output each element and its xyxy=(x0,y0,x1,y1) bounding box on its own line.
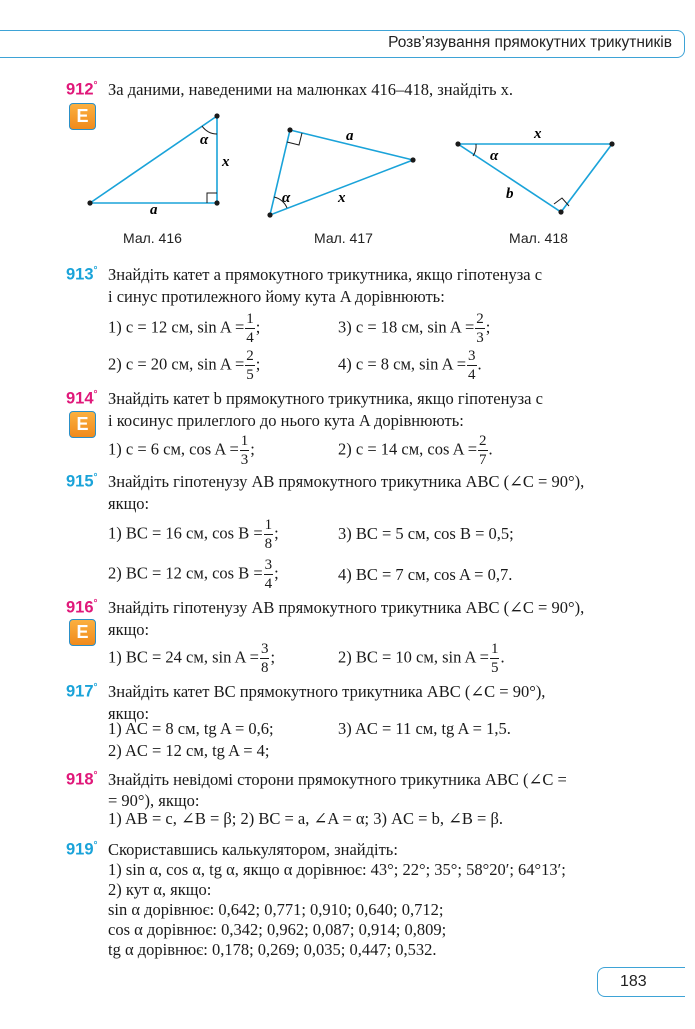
item-915-2: 2) BC = 12 см, cos B = $\frac{3}{4}$ ; xyxy=(108,557,279,592)
figure-418 xyxy=(448,120,623,225)
label-a: a xyxy=(150,202,158,215)
problem-919-line5: cos α дорівнює: 0,342; 0,962; 0,087; 0,914; 0,809; xyxy=(108,920,447,939)
item-917-3: 3) AC = 11 см, tg A = 1,5. xyxy=(338,719,511,738)
figure-417 xyxy=(260,120,430,225)
e-badge-icon: E xyxy=(69,411,96,438)
problem-913-line1: Знайдіть катет a прямокутного трикутника, якщо гіпотенуза c xyxy=(108,265,543,284)
problem-913-number: 913° xyxy=(66,265,98,284)
problem-914-line1: Знайдіть катет b прямокутного трикутника, якщо гіпотенуза c xyxy=(108,389,543,408)
item-916-2: 2) BC = 10 см, sin A = $\frac{1}{5}$ . xyxy=(338,641,505,676)
problem-916-line1: Знайдіть гіпотенузу AB прямокутного трикутника ABC (∠C = 90°), xyxy=(108,598,585,617)
triangle-416 xyxy=(90,116,217,203)
label-alpha: α xyxy=(200,132,209,148)
e-badge-icon: E xyxy=(69,103,96,130)
label-a: a xyxy=(346,128,354,144)
item-915-3: 3) BC = 5 см, cos B = 0,5; xyxy=(338,524,514,543)
header-title: Розв’язування прямокутних трикутників xyxy=(388,34,672,51)
figure-416 xyxy=(80,110,240,215)
page-number: 183 xyxy=(620,973,647,990)
problem-919-line1: Скориставшись калькулятором, знайдіть: xyxy=(108,840,398,859)
item-917-1: 1) AC = 8 см, tg A = 0,6; xyxy=(108,719,274,738)
problem-913-line2: і синус протилежного йому кута A дорівнюють: xyxy=(108,287,445,306)
label-alpha: α xyxy=(282,190,291,206)
item-915-4: 4) BC = 7 см, cos A = 0,7. xyxy=(338,565,513,584)
item-913-1: 1) c = 12 см, sin A = $\frac{1}{4}$ ; xyxy=(108,311,261,346)
problem-918-line1: Знайдіть невідомі сторони прямокутного трикутника ABC (∠C = xyxy=(108,770,567,789)
problem-919-line2: 1) sin α, cos α, tg α, якщо α дорівнює: 43°; 22°; 35°; 58°20′; 64°13′; xyxy=(108,860,566,879)
problem-916-number: 916° xyxy=(66,598,98,617)
label-b: b xyxy=(506,186,514,202)
problem-919-line3: 2) кут α, якщо: xyxy=(108,880,212,899)
problem-917-line1: Знайдіть катет BC прямокутного трикутника ABC (∠C = 90°), xyxy=(108,682,546,701)
problem-918-line3: 1) AB = c, ∠B = β; 2) BC = a, ∠A = α; 3) AC = b, ∠B = β. xyxy=(108,809,504,828)
problem-912-text: За даними, наведеними на малюнках 416–418, знайдіть x. xyxy=(108,80,513,99)
running-header xyxy=(0,30,685,58)
item-914-1: 1) c = 6 см, cos A = $\frac{1}{3}$ ; xyxy=(108,433,255,468)
problem-917-line2: якщо: xyxy=(108,704,150,723)
problem-915-line1: Знайдіть гіпотенузу AB прямокутного трикутника ABC (∠C = 90°), xyxy=(108,472,585,491)
problem-919-number: 919° xyxy=(66,840,98,859)
problem-914-number: 914° xyxy=(66,389,98,408)
triangle-418 xyxy=(458,144,612,212)
item-916-1: 1) BC = 24 см, sin A = $\frac{3}{8}$ ; xyxy=(108,641,276,676)
problem-917-number: 917° xyxy=(66,682,98,701)
caption-418: Мал. 418 xyxy=(509,230,568,246)
label-x: x xyxy=(338,190,346,206)
page-number-box xyxy=(597,967,685,997)
problem-915-number: 915° xyxy=(66,472,98,491)
problem-915-line2: якщо: xyxy=(108,494,150,513)
item-914-2: 2) c = 14 см, cos A = $\frac{2}{7}$ . xyxy=(338,433,493,468)
problem-916-line2: якщо: xyxy=(108,620,150,639)
problem-912-number: 912° xyxy=(66,80,98,99)
label-x: x xyxy=(534,126,542,142)
problem-914-line2: і косинус прилеглого до нього кута A дорівнюють: xyxy=(108,411,464,430)
problem-919-line4: sin α дорівнює: 0,642; 0,771; 0,910; 0,640; 0,712; xyxy=(108,900,444,919)
item-913-2: 2) c = 20 см, sin A = $\frac{2}{5}$ ; xyxy=(108,348,261,383)
caption-416: Мал. 416 xyxy=(123,230,182,246)
problem-918-line2: = 90°), якщо: xyxy=(108,791,200,810)
label-x: x xyxy=(222,154,230,170)
label-alpha: α xyxy=(490,148,499,164)
caption-417: Мал. 417 xyxy=(314,230,373,246)
problem-918-number: 918° xyxy=(66,770,98,789)
e-badge-icon: E xyxy=(69,619,96,646)
item-913-3: 3) c = 18 см, sin A = $\frac{2}{3}$ ; xyxy=(338,311,491,346)
item-913-4: 4) c = 8 см, sin A = $\frac{3}{4}$ . xyxy=(338,348,482,383)
problem-919-line6: tg α дорівнює: 0,178; 0,269; 0,035; 0,447; 0,532. xyxy=(108,940,437,959)
item-915-1: 1) BC = 16 см, cos B = $\frac{1}{8}$ ; xyxy=(108,517,279,552)
item-917-2: 2) AC = 12 см, tg A = 4; xyxy=(108,741,270,760)
